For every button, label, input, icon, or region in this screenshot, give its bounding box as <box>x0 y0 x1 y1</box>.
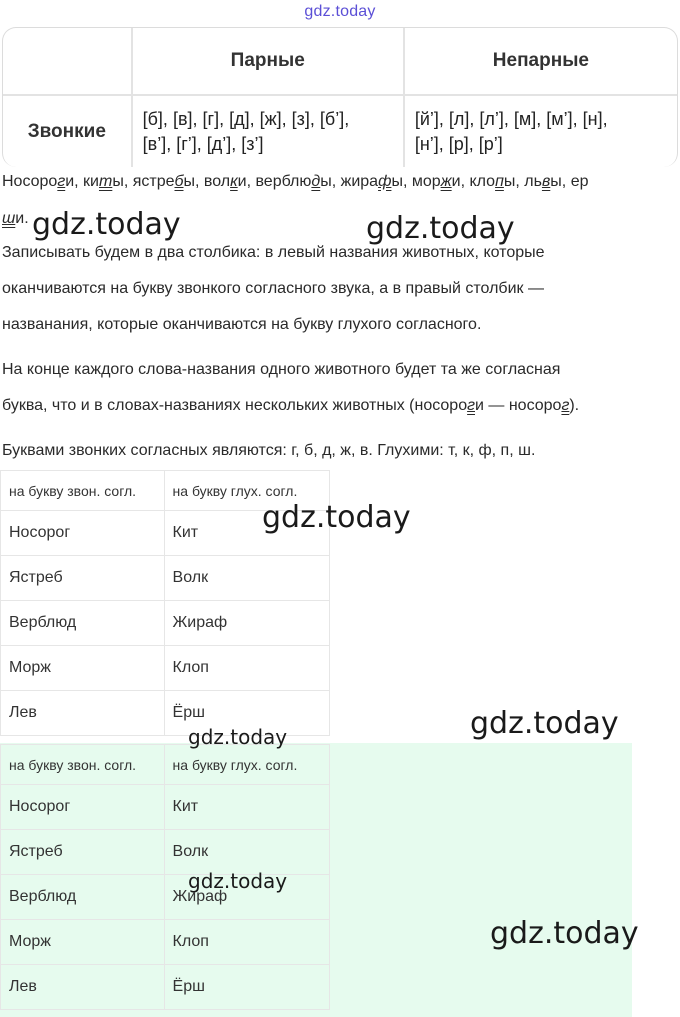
watermark: gdz.today <box>366 211 515 246</box>
paragraph2-line1: На конце каждого слова-названия одного животного будет та же согласная <box>2 361 561 378</box>
cell-voiceless: Волк <box>164 830 329 875</box>
cell-voiced: Носорог <box>1 785 165 830</box>
table-row <box>1 965 330 1010</box>
paragraph2-line2 <box>2 397 579 415</box>
cell-voiced: Ястреб <box>1 556 165 601</box>
header-voiced: на букву звон. согл. <box>1 471 165 511</box>
watermark: gdz.today <box>188 869 288 893</box>
underlined-letter: п <box>495 173 504 190</box>
underlined-letter: ш <box>2 210 16 227</box>
table-row <box>1 830 330 875</box>
watermark: gdz.today <box>32 207 181 242</box>
watermark: gdz.today <box>470 706 619 741</box>
table-row <box>1 785 330 830</box>
watermark: gdz.today <box>188 725 288 749</box>
header-unpaired: Непарные <box>492 50 590 71</box>
text-segment: и. <box>15 210 29 227</box>
paragraph1-line2: оканчиваются на букву звонкого согласного звука, а в правый столбик — <box>2 280 544 297</box>
watermark: gdz.today <box>490 916 639 951</box>
text-segment: ы, жира <box>320 173 379 190</box>
underlined-letter: т <box>98 173 113 190</box>
text-segment: ы, ястре <box>112 173 175 190</box>
paragraph3: Буквами звонких согласных являются: г, б, д, ж, в. Глухими: т, к, ф, п, ш. <box>2 442 536 459</box>
header-paired: Парные <box>133 28 405 94</box>
consonant-table-corner <box>3 28 133 94</box>
cell-voiceless: Клоп <box>164 920 329 965</box>
paragraph1-line1: Записывать будем в два столбика: в левый названия животных, которые <box>2 244 545 261</box>
cell-voiced: Морж <box>1 920 165 965</box>
underlined-letter: г <box>561 397 570 414</box>
unpaired-sounds: [й’], [л], [л’], [м], [м’], [н], [н’], [р], [р’] <box>414 109 608 154</box>
text-segment: и, кло <box>451 173 496 190</box>
row-label-voiced: Звонкие <box>3 96 133 167</box>
text-segment: буква, что и в словах-названиях нескольких животных (носоро <box>2 397 468 414</box>
text-segment: ы, ер <box>550 173 589 190</box>
cell-voiceless: Жираф <box>164 875 329 920</box>
cell-voiceless: Кит <box>164 785 329 830</box>
cell-voiced: Верблюд <box>1 601 165 646</box>
underlined-letter: б <box>174 173 184 190</box>
watermark: gdz.today <box>262 500 411 535</box>
text-segment: ). <box>569 397 580 414</box>
underlined-letter: д <box>311 173 321 190</box>
animals-line-1 <box>2 173 588 191</box>
cell-voiceless: Ёрш <box>164 965 329 1010</box>
underlined-letter: ж <box>440 173 452 190</box>
text-segment: ы, вол <box>183 173 231 190</box>
text-segment: ы, мор <box>391 173 441 190</box>
consonant-table <box>2 27 678 167</box>
paragraph1-line3: названания, которые оканчиваются на букву глухого согласного. <box>2 316 482 333</box>
text-segment: и — носоро <box>475 397 562 414</box>
paired-sounds: [б], [в], [г], [д], [ж], [з], [б’], [в’], [г’], [д’], [з’] <box>133 96 405 167</box>
cell-voiced: Лев <box>1 965 165 1010</box>
cell-voiceless: Волк <box>164 556 329 601</box>
cell-voiced: Ястреб <box>1 830 165 875</box>
cell-voiceless: Клоп <box>164 646 329 691</box>
cell-voiced: Верблюд <box>1 875 165 920</box>
consonant-table-row-voiced <box>3 96 677 167</box>
top-watermark: gdz.today <box>304 3 376 20</box>
table-row <box>1 646 330 691</box>
underlined-letter: г <box>467 397 475 414</box>
table-row <box>1 920 330 965</box>
underlined-letter: ф <box>378 173 392 190</box>
underlined-letter: в <box>541 173 551 190</box>
animals-line-2 <box>2 210 29 228</box>
cell-voiced: Носорог <box>1 511 165 556</box>
cell-voiceless: Кит <box>164 511 329 556</box>
consonant-table-header-row <box>3 28 677 96</box>
cell-voiceless: Ёрш <box>164 691 329 736</box>
cell-voiced: Морж <box>1 646 165 691</box>
header-voiced: на букву звон. согл. <box>1 745 165 785</box>
table-header-row <box>1 745 330 785</box>
header-voiceless: на букву глух. согл. <box>164 745 329 785</box>
underlined-letter: г <box>57 173 66 190</box>
cell-voiced: Лев <box>1 691 165 736</box>
table-row <box>1 556 330 601</box>
header-voiceless: на букву глух. согл. <box>164 471 329 511</box>
text-segment: и, верблю <box>237 173 312 190</box>
text-segment: ы, ль <box>503 173 542 190</box>
underlined-letter: к <box>230 173 238 190</box>
table-row <box>1 601 330 646</box>
text-segment: и, ки <box>65 173 99 190</box>
cell-voiceless: Жираф <box>164 601 329 646</box>
text-segment: Носоро <box>2 173 58 190</box>
